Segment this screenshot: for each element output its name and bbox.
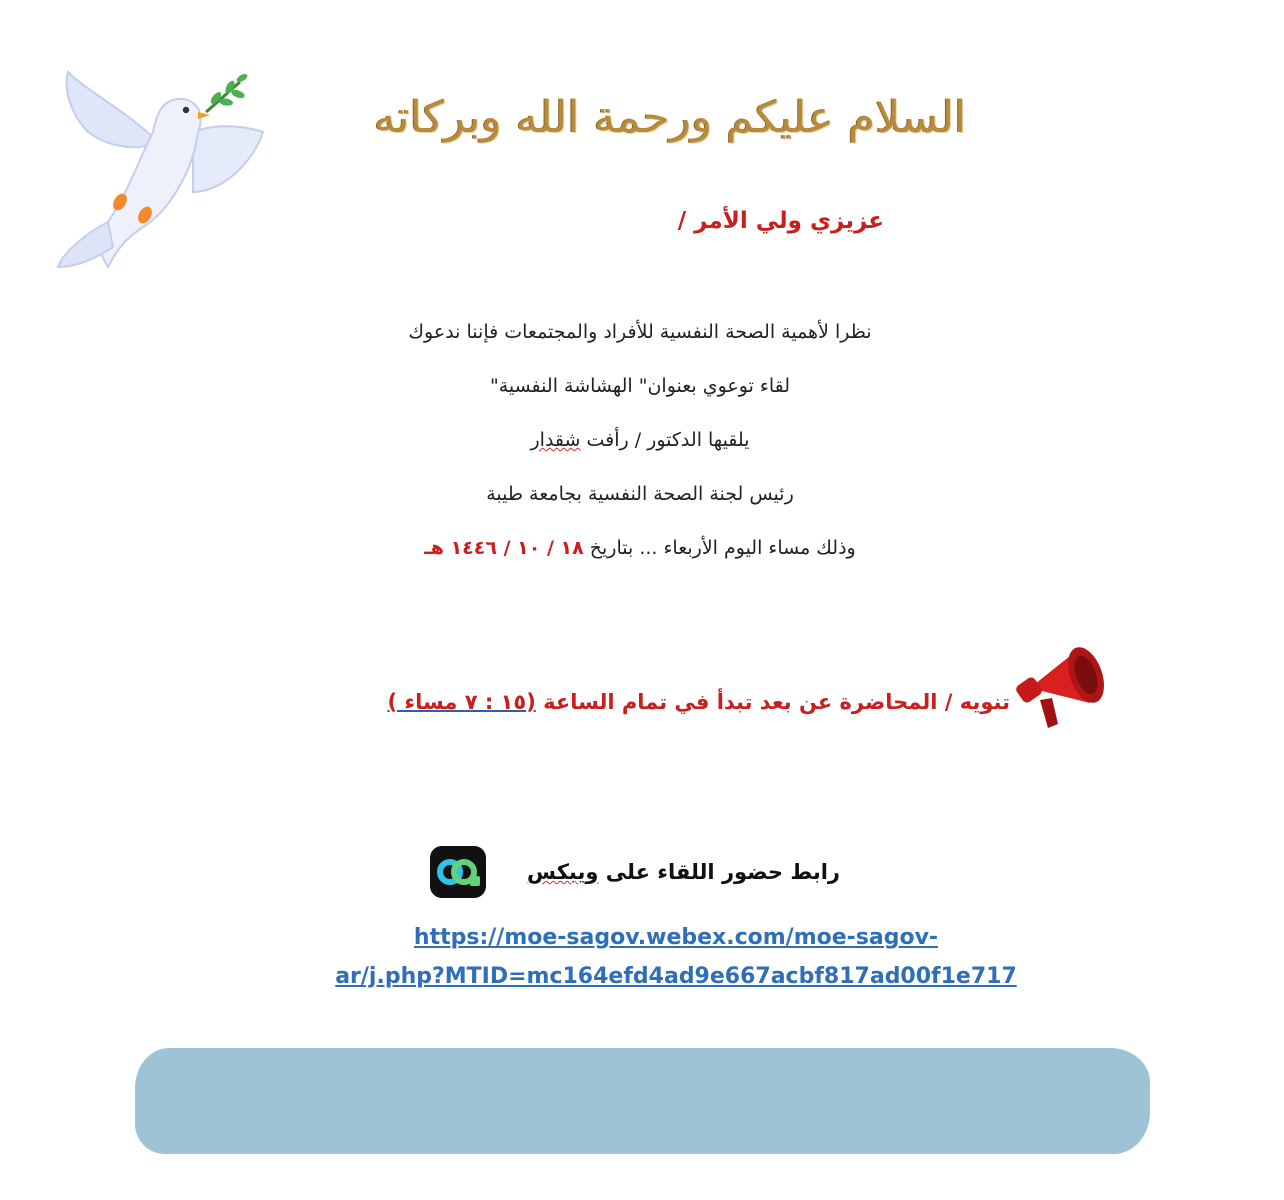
speaker-name: شقدار [530,429,581,451]
speaker-prefix: يلقيها الدكتور / رأفت [580,429,750,451]
webex-label-prefix: رابط حضور اللقاء على [598,860,840,884]
salutation: عزيزي ولي الأمر / [677,208,884,234]
greeting-calligraphy: السلام عليكم ورحمة الله وبركاته [373,92,967,143]
body-line-4: رئيس لجنة الصحة النفسية بجامعة طيبة [486,483,794,505]
webex-meeting-link[interactable] [300,918,1052,996]
body-line-3 [300,423,980,477]
event-date: ١٨ / ١٠ / ١٤٤٦ هـ [424,537,584,559]
megaphone-icon [1010,628,1120,738]
footer-band [135,1048,1150,1154]
notice-text [340,690,1010,714]
body-line-2: لقاء توعوي بعنوان" الهشاشة النفسية" [489,375,791,397]
notice-time: (١٥ : ٧ مساء ) [387,690,536,714]
link-line-1: https://moe-sagov.webex.com/moe-sagov- [413,925,939,950]
invitation-body [300,315,980,585]
body-line-1: نظرا لأهمية الصحة النفسية للأفراد والمجتمعات فإننا ندعوك [408,321,872,343]
date-prefix: وذلك مساء اليوم الأربعاء ... بتاريخ [583,537,856,559]
webex-logo-icon [430,846,486,898]
body-line-5 [300,531,980,585]
webex-label [500,860,840,884]
notice-label: تنويه / المحاضرة عن بعد تبدأ في تمام الساعة [535,690,1010,714]
link-line-2: ar/j.php?MTID=mc164efd4ad9e667acbf817ad00f1e717 [335,964,1017,989]
dove-icon [48,52,278,282]
webex-app-name: ويبكس [527,860,599,884]
